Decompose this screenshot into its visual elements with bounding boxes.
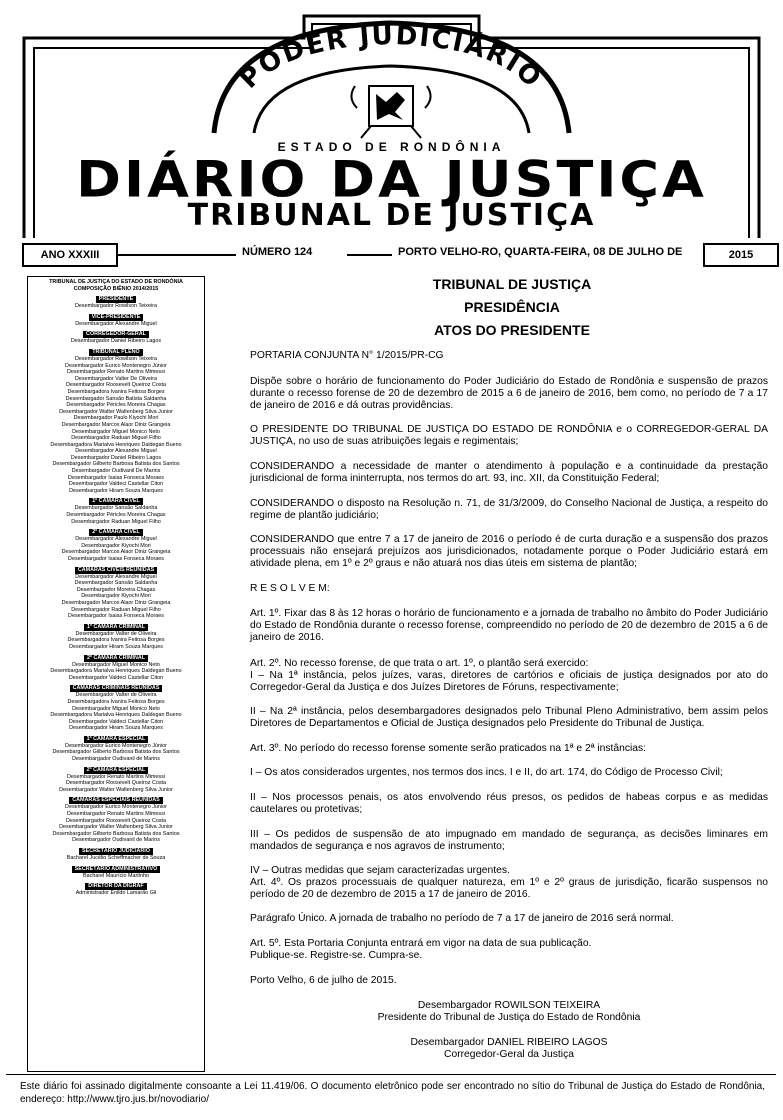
sidebar-member: Desembargador Eurico Montenegro Júnior — [65, 804, 167, 811]
sidebar-member: Desembargadora Ivanira Feitosa Borges — [67, 698, 165, 705]
sidebar-member: Desembargador Alexandre Miguel — [75, 573, 157, 580]
sidebar-section — [28, 331, 204, 345]
year-box: 2015 — [703, 243, 779, 267]
sidebar-member: Desembargador Oudivanil De Marins — [71, 468, 161, 475]
sidebar-section — [28, 685, 204, 732]
rule — [347, 254, 392, 256]
sidebar-member: Desembargador Roosevelt Queiroz Costa — [65, 817, 167, 824]
sidebar-section — [28, 567, 204, 620]
art-2-inciso-ii: II – Na 2ª instância, pelos desembargadores designados pelo Tribunal Pleno Administrativo, bem assim pelos Diretores de Departamentos e Oficial de Justiça designados pelo Presidente do Tribunal de Justiça. — [250, 706, 768, 729]
sidebar-section-title: 2ª CÂMARA CRIMINAL — [84, 655, 148, 662]
sidebar-member: Desembargador Marcos Alaor Diniz Grangeia — [61, 549, 171, 556]
art-2: Art. 2º. No recesso forense, de que trata o art. 1º, o plantão será exercido: — [250, 658, 589, 669]
art-1: Art. 1º. Fixar das 8 às 12 horas o horário de funcionamento e a jornada de trabalho no âmbito do Poder Judiciário do Estado de Rondônia durante o recesso forense, compreendido no período de 20 de dezembro de 2015 a 6 de janeiro de 2016. — [250, 608, 768, 643]
sidebar-member: Desembargador Valter de Oliveira — [75, 630, 157, 637]
sidebar-member: Desembargador Gilberto Barbosa Batista dos Santos — [52, 461, 180, 468]
signature-1-name: Desembargador ROWILSON TEIXEIRA — [417, 1000, 601, 1011]
sidebar-section-title: CÂMARAS CRIMINAIS REUNIDAS — [70, 685, 163, 692]
sidebar-section — [28, 883, 204, 897]
sidebar-member: Desembargador Walter Waltenberg Silva Junior — [59, 786, 173, 793]
sidebar-member: Desembargador Renato Martins Mimessi — [67, 773, 165, 780]
sidebar-member: Desembargador Raduan Miguel Filho — [71, 435, 161, 442]
sidebar-section-title: PRESIDENTE — [96, 296, 136, 303]
sidebar-member: Desembargador Miguel Monico Neto — [72, 661, 160, 668]
sidebar-section — [28, 767, 204, 794]
sidebar-section-title: CÂMARAS CÍVEIS REUNIDAS — [75, 567, 157, 574]
sidebar-member: Desembargador Renato Martins Mimessi — [67, 811, 165, 818]
sidebar-member: Desembargador Valter de Oliveira — [75, 692, 157, 699]
sidebar-member: Desembargador Daniel Ribeiro Lagos — [70, 338, 162, 345]
composition-sidebar — [27, 276, 205, 1072]
sidebar-member: Desembargadora Ivanira Feitosa Borges — [67, 388, 165, 395]
sidebar-member: Desembargador Rowilson Teixeira — [75, 355, 157, 362]
signature-2-role: Corregedor-Geral da Justiça — [444, 1049, 574, 1060]
sidebar-member: Desembargador Hiram Souza Marques — [69, 725, 163, 732]
portaria-title: PORTARIA CONJUNTA N° 1/2015/PR-CG — [250, 350, 444, 361]
sidebar-member: Desembargador Péricles Moreira Chagas — [66, 402, 166, 409]
heading-presidencia: PRESIDÊNCIA — [464, 299, 560, 315]
sidebar-member: Desembargador Hiram Souza Marques — [69, 487, 163, 494]
sidebar-member: Desembargador Eurico Montenegro Júnior — [65, 742, 167, 749]
sidebar-section — [28, 655, 204, 682]
sidebar-member: Desembargador Valdeci Castellar Citon — [68, 718, 164, 725]
sidebar-member: Desembargador Rowilson Teixeira — [75, 303, 157, 310]
sidebar-section — [28, 848, 204, 862]
sidebar-section-title: CORREGEDOR-GERAL — [83, 331, 149, 338]
sidebar-member: Desembargador Valter De Oliveira — [75, 375, 157, 382]
sidebar-member: Desembargador Gilberto Barbosa Batista dos Santos — [52, 749, 180, 756]
sidebar-member: Desembargador Sansão Batista Saldanha — [65, 395, 167, 402]
sidebar-member: Desembargador Oudivanil de Marins — [72, 756, 160, 763]
ano-box: ANO XXXIII — [22, 243, 118, 267]
rule — [116, 254, 236, 256]
sidebar-member: Desembargador Isaias Fonseca Moraes — [68, 556, 164, 562]
art-3-inciso-ii: II – Nos processos penais, os atos envolvendo réus presos, os pedidos de habeas corpus e as medidas cautelares ou protetivas; — [250, 792, 768, 815]
tribunal-subtitle: TRIBUNAL DE JUSTIÇA — [187, 198, 596, 233]
sidebar-member: Desembargador Péricles Moreira Chagas — [66, 512, 166, 519]
sidebar-member: Desembargador Raduan Miguel Filho — [71, 606, 161, 613]
main-content — [212, 273, 772, 1060]
diario-title: DIÁRIO DA JUSTIÇA — [76, 150, 707, 209]
sidebar-member: Desembargador Walter Waltenberg Silva Junior — [59, 408, 173, 415]
sidebar-section-title: 2ª CÂMARA ESPECIAL — [84, 767, 149, 774]
sidebar-member: Desembargador Isaias Fonseca Moraes — [68, 474, 164, 481]
sidebar-member: Desembargador Kiyochi Mori — [81, 593, 151, 600]
sidebar-member: Desembargador Walter Waltenberg Silva Junior — [59, 824, 173, 831]
estado-label: ESTADO DE RONDÔNIA — [277, 140, 506, 154]
sidebar-member: Desembargador Renato Martins Mimessi — [67, 369, 165, 376]
sidebar-member: Desembargador Marcos Alaor Diniz Grangeia — [61, 599, 171, 606]
footer-rule — [6, 1074, 776, 1075]
numero-label: NÚMERO 124 — [242, 246, 313, 258]
sidebar-member: Desembargadora Ivanira Feitosa Borges — [67, 637, 165, 644]
sidebar-member: Desembargador Gilberto Barbosa Batista dos Santos — [52, 830, 180, 837]
coat-of-arms-emblem — [351, 86, 430, 138]
sidebar-member: Desembargadora Marialva Henriques Daldegan Bueno — [50, 441, 182, 448]
art-3-inciso-iv: IV – Outras medidas que sejam caracterizadas urgentes. — [250, 865, 510, 876]
sidebar-section — [28, 529, 204, 562]
sidebar-member: Desembargador Alexandre Miguel — [75, 536, 157, 543]
sidebar-section — [28, 296, 204, 310]
sidebar-section-title: 1ª CÂMARA CÍVEL — [89, 498, 143, 505]
art-3-inciso-i: I – Os atos considerados urgentes, nos termos dos incs. I e II, do art. 174, do Código de Processo Civil; — [250, 767, 723, 778]
sidebar-section — [28, 624, 204, 651]
sidebar-section — [28, 498, 204, 525]
sidebar-member: Desembargador Eurico Montenegro Júnior — [65, 362, 167, 369]
sidebar-section — [28, 314, 204, 328]
sidebar-member: Desembargador Paulo Kiyochi Mori — [73, 415, 159, 422]
sidebar-member: Bacharel Jucélio Scheffmacher de Souza — [66, 855, 166, 861]
ementa: Dispõe sobre o horário de funcionamento do Poder Judiciário do Estado de Rondônia e suspensão de prazos durante o recesso forense de 20 de dezembro de 2015 a 6 de janeiro de 2016, bem como, no período de 7 a 17 de janeiro de 2016 e dá outras providências. — [250, 376, 768, 411]
sidebar-member: Desembargador Miguel Monico Neto — [72, 428, 160, 435]
considerando-3: CONSIDERANDO que entre 7 a 17 de janeiro de 2016 o período é de curta duração e a suspensão dos prazos processuais não ensejará prejuízos aos jurisdicionados, notadamente porque o Poder Judiciário estará em atividade plena, em 1º e 2º graus e não atuará nos dias úteis em sistema de plantão; — [250, 534, 768, 569]
sidebar-member: Desembargador Miguel Monico Neto — [72, 705, 160, 712]
sidebar-section-title: 1ª CÂMARA ESPECIAL — [84, 736, 149, 743]
sidebar-member: Desembargador Sansão Saldanha — [74, 505, 158, 512]
art-2-inciso-i: I – Na 1ª instância, pelos juízes, varas, diretores de cartórios e oficiais de justiça designados por ato do Corregedor-Geral da Justiça e dos Juízes Diretores de Fóruns, respectivamente; — [250, 670, 768, 693]
art-5: Art. 5º. Esta Portaria Conjunta entrará em vigor na data de sua publicação. — [250, 938, 592, 949]
sidebar-member: Administrador Enildo Lamarão Gil — [75, 890, 157, 897]
sidebar-member: Desembargador Raduan Miguel Filho — [71, 518, 161, 525]
considerando-1: CONSIDERANDO a necessidade de manter o atendimento à população e a continuidade da prestação jurisdicional de forma ininterrupta, nos termos do art. 93, inc. XII, da Constituição Federal; — [250, 461, 768, 484]
art-3: Art. 3º. No período do recesso forense somente serão praticados na 1ª e 2ª instâncias: — [250, 743, 647, 754]
sidebar-member: Desembargador Hiram Souza Marques — [69, 643, 163, 650]
sidebar-member: Desembargador Sansão Saldanha — [74, 580, 158, 587]
sidebar-member: Bacharel Maurício Martinho — [83, 872, 149, 879]
sidebar-section-title: TRIBUNAL PLENO — [89, 349, 143, 356]
masthead — [14, 8, 769, 240]
sidebar-subheading: COMPOSIÇÃO BIÊNIO 2014/2015 — [73, 285, 159, 292]
sidebar-member: Desembargador Valdeci Castellar Citon — [68, 674, 164, 681]
sidebar-heading: TRIBUNAL DE JUSTIÇA DO ESTADO DE RONDÔNIA — [49, 279, 183, 285]
date-location-label: PORTO VELHO-RO, QUARTA-FEIRA, 08 DE JULHO DE — [398, 246, 683, 258]
heading-tribunal: TRIBUNAL DE JUSTIÇA — [432, 276, 592, 292]
sidebar-sections — [28, 296, 204, 897]
issue-info-bar — [22, 243, 778, 267]
sidebar-member: Desembargador Alexandre Miguel — [75, 320, 157, 327]
sidebar-member: Desembargador Valdeci Castellar Citon — [68, 481, 164, 488]
publique: Publique-se. Registre-se. Cumpra-se. — [250, 950, 423, 961]
sidebar-section — [28, 736, 204, 763]
sidebar-section — [28, 797, 204, 844]
sidebar-member: Desembargadora Marialva Henriques Daldegan Bueno — [50, 712, 182, 719]
considerando-2: CONSIDERANDO o disposto na Resolução n. 71, de 31/3/2009, do Conselho Nacional de Justiça, a respeito do regime de plantão judiciário; — [250, 498, 768, 521]
sidebar-section — [28, 866, 204, 880]
sidebar-member: Desembargadora Marialva Henriques Daldegan Bueno — [50, 668, 182, 675]
sidebar-member: Desembargador Marcos Alaor Diniz Grangeia — [61, 421, 171, 428]
signature-2-name: Desembargador DANIEL RIBEIRO LAGOS — [410, 1037, 608, 1048]
poder-judiciario-arch-text: PODER JUDICIÁRIO — [233, 20, 548, 95]
sidebar-member: Desembargador Isaias Fonseca Moraes — [68, 613, 164, 620]
local-data: Porto Velho, 6 de julho de 2015. — [250, 975, 397, 986]
sidebar-member: Desembargador Kiyochi Mori — [81, 542, 151, 549]
sidebar-section — [28, 349, 204, 494]
preambulo: O PRESIDENTE DO TRIBUNAL DE JUSTIÇA DO ESTADO DE RONDÔNIA e o CORREGEDOR-GERAL DA JUSTIÇA, no uso de suas atribuições legais e regimentais; — [250, 424, 768, 447]
sidebar-member: Desembargador Daniel Ribeiro Lagos — [70, 454, 162, 461]
sidebar-member: Desembargador Oudivanil de Marins — [72, 837, 160, 844]
art-4: Art. 4º. Os prazos processuais de qualquer natureza, em 1º e 2º graus de jurisdição, ficarão suspensos no período de 20 de dezembro de 2015 a 17 de janeiro de 2016. — [250, 877, 768, 900]
sidebar-section-title: CÂMARAS ESPECIAIS REUNIDAS — [69, 797, 162, 804]
sidebar-member: Desembargador Roosevelt Queiroz Costa — [65, 382, 167, 389]
footer-note: Este diário foi assinado digitalmente consoante a Lei 11.419/06. O documento eletrônico pode ser encontrado no sítio do Tribunal de Justiça do Estado de Rondônia, endereço: http://www.tjro.jus.br/novodiario/ — [20, 1081, 765, 1105]
sidebar-member: Desembargador Moreira Chagas — [76, 586, 156, 593]
sidebar-section-title: VICE-PRESIDENTE — [89, 314, 144, 321]
sidebar-section-title: SECRETÁRIO JUDICIÁRIO — [79, 848, 153, 855]
sidebar-section-title: 1ª CÂMARA CRIMINAL — [84, 624, 148, 631]
heading-atos: ATOS DO PRESIDENTE — [434, 322, 590, 338]
signature-1-role: Presidente do Tribunal de Justiça do Estado de Rondônia — [377, 1012, 641, 1023]
resolvem: R E S O L V E M: — [250, 583, 330, 594]
paragrafo-unico: Parágrafo Único. A jornada de trabalho no período de 7 a 17 de janeiro de 2016 será normal. — [250, 913, 674, 924]
sidebar-section-title: 2ª CÂMARA CÍVEL — [89, 529, 143, 536]
sidebar-section-title: DIRETOR DA DIGRAF — [85, 883, 146, 890]
sidebar-member: Desembargador Roosevelt Queiroz Costa — [65, 780, 167, 787]
sidebar-member: Desembargador Alexandre Miguel — [75, 448, 157, 455]
art-3-inciso-iii: III – Os pedidos de suspensão de ato impugnado em mandado de segurança, as decisões liminares em mandados de segurança e nos agravos de instrumento; — [250, 829, 768, 852]
sidebar-section-title: SECRETÁRIO ADMINISTRATIVO — [72, 866, 161, 873]
